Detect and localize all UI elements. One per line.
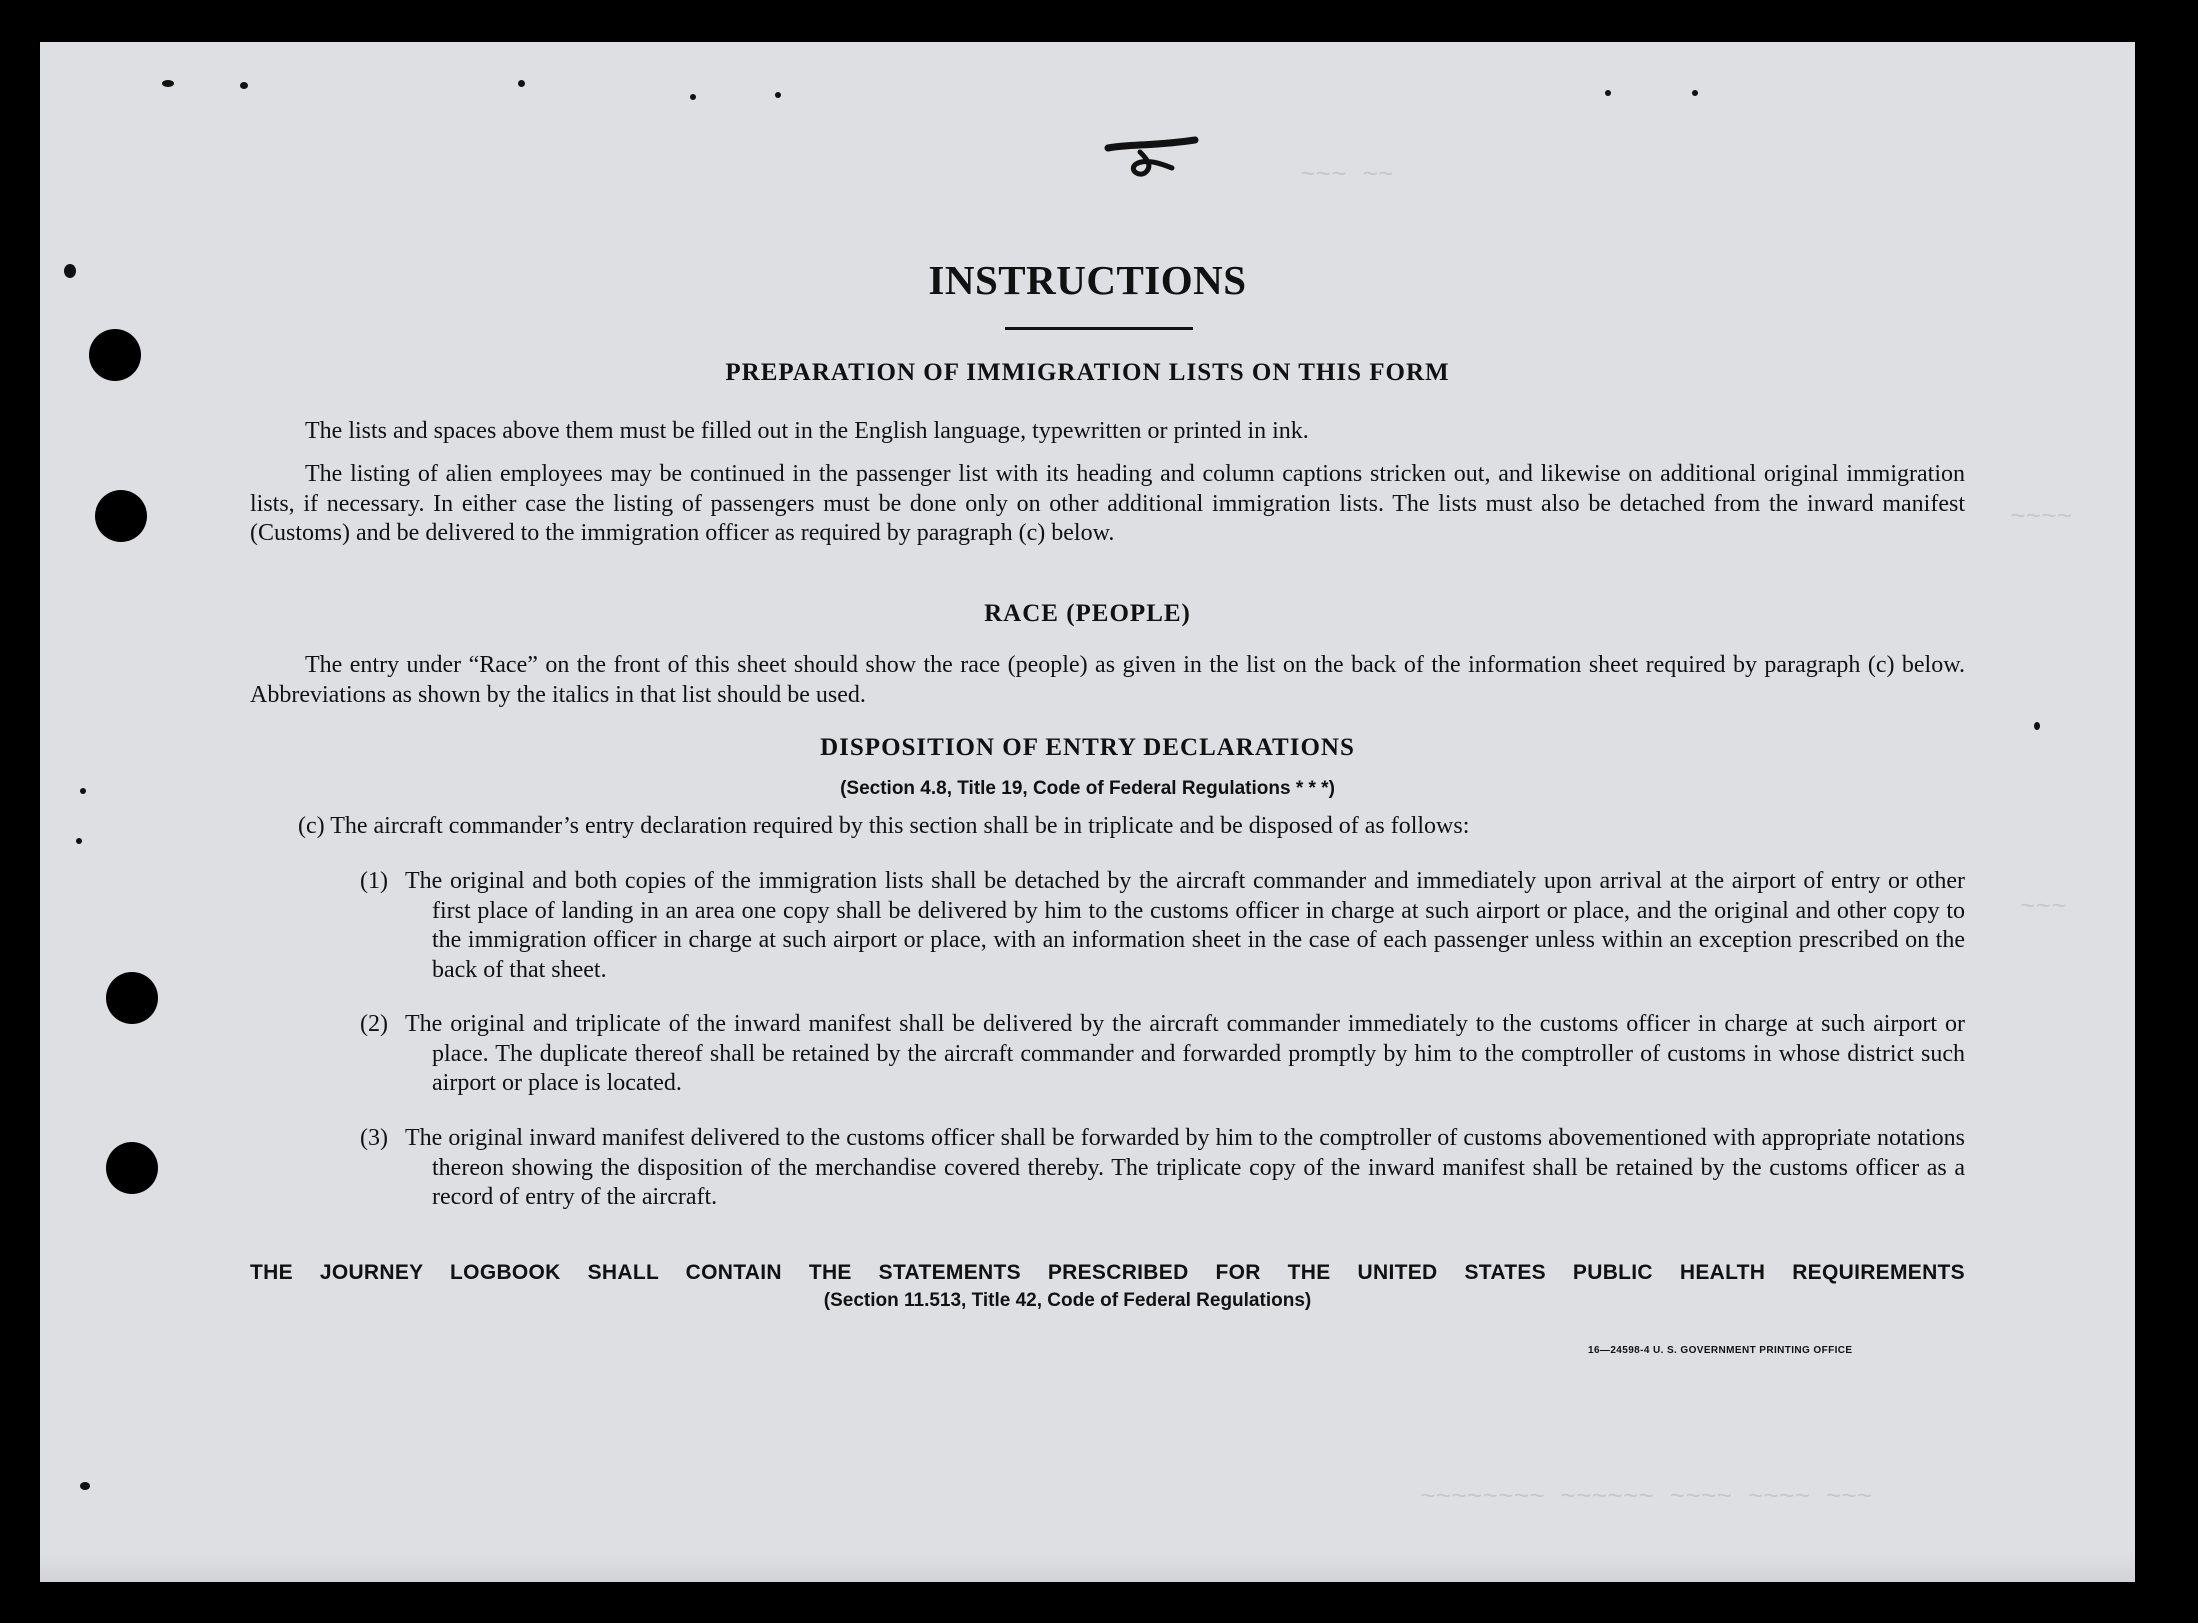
disposition-item-2 [360, 1010, 1965, 1099]
disposition-item-1 [360, 867, 1965, 985]
title-underline [1005, 327, 1193, 330]
document-page [40, 42, 2135, 1582]
section-heading-preparation: PREPARATION OF IMMIGRATION LISTS ON THIS FORM [725, 359, 1450, 386]
footer-citation: (Section 11.513, Title 42, Code of Federal Regulations) [823, 1290, 1312, 1311]
scan-speck [775, 92, 781, 98]
item-number: (3) [360, 1125, 388, 1151]
preparation-paragraph-2 [250, 460, 1965, 549]
bleed-through-mark: ~~~ [2020, 892, 2067, 922]
item-text: The original and both copies of the immigration lists shall be detached by the aircraft commander and immediately upon arrival at the airport of entry or other first place of landing in an area one copy shall be delivered by him to the customs officer in charge at such airport or place, and the original and other copy to the immigration officer in charge at such airport or place, with an information sheet in the case of each passenger unless within an exception prescribed on the back of that sheet. [405, 868, 1965, 983]
bleed-through-mark: ~~~~~~~~ ~~~~~~ ~~~~ ~~~~ ~~~ [1420, 1482, 1873, 1512]
preparation-p1-text: The lists and spaces above them must be filled out in the English language, typewritten or printed in ink. [305, 418, 1309, 444]
scan-speck [162, 80, 174, 87]
item-text: The original and triplicate of the inward manifest shall be delivered by the aircraft commander immediately to the customs officer in charge at such airport or place. The duplicate thereof shall be retained by the aircraft commander and forwarded promptly by him to the comptroller of customs in whose district such airport or place is located. [405, 1011, 1965, 1096]
section-heading-race: RACE (PEOPLE) [984, 600, 1191, 627]
item-number: (2) [360, 1011, 388, 1037]
punch-hole [106, 972, 158, 1024]
preparation-paragraph-1 [250, 417, 1965, 447]
punch-hole [95, 490, 147, 542]
bleed-through-mark: ~~~ ~~ [1300, 160, 1394, 190]
scan-speck [1605, 90, 1611, 96]
disposition-intro-text: (c) The aircraft commander’s entry declaration required by this section shall be in triplicate and be disposed of as follows: [298, 813, 1470, 839]
punch-hole [106, 1142, 158, 1194]
section-heading-disposition: DISPOSITION OF ENTRY DECLARATIONS [820, 734, 1355, 761]
page-title: INSTRUCTIONS [928, 257, 1247, 303]
scan-speck [80, 1482, 90, 1490]
disposition-citation: (Section 4.8, Title 19, Code of Federal Regulations * * *) [840, 778, 1335, 799]
bleed-through-mark: ~~~~ [2010, 502, 2073, 532]
preparation-p2-text: The listing of alien employees may be continued in the passenger list with its heading and column captions stricken out, and likewise on additional original immigration lists, if necessary. In either case the listing of passengers must be done only on other additional immigration lists. The lists must also be detached from the inward manifest (Customs) and be delivered to the immigration officer as required by paragraph (c) below. [250, 461, 1965, 546]
item-number: (1) [360, 868, 388, 894]
race-paragraph [250, 651, 1965, 710]
scan-speck [518, 80, 525, 87]
scan-speck [1692, 90, 1698, 96]
disposition-intro [250, 812, 1965, 842]
scan-speck [690, 94, 696, 100]
footer-statement: THE JOURNEY LOGBOOK SHALL CONTAIN THE STATEMENTS PRESCRIBED FOR THE UNITED STATES PUBLIC HEALTH REQUIREMENTS [250, 1261, 1965, 1284]
handwritten-mark-icon [1100, 130, 1210, 190]
disposition-item-3 [360, 1124, 1965, 1213]
scan-speck [76, 838, 82, 844]
printing-office-imprint: 16—24598-4 U. S. GOVERNMENT PRINTING OFFICE [1588, 1345, 1853, 1356]
scan-speck [2034, 722, 2040, 730]
race-p1-text: The entry under “Race” on the front of this sheet should show the race (people) as given in the list on the back of the information sheet required by paragraph (c) below. Abbreviations as shown by the italics in that list should be used. [250, 652, 1965, 708]
item-text: The original inward manifest delivered to the customs officer shall be forwarded by him to the comptroller of customs abovementioned with appropriate notations thereon showing the disposition of the merchandise covered thereby. The triplicate copy of the inward manifest shall be retained by the customs officer as a record of entry of the aircraft. [405, 1125, 1965, 1210]
scan-speck [240, 82, 248, 89]
